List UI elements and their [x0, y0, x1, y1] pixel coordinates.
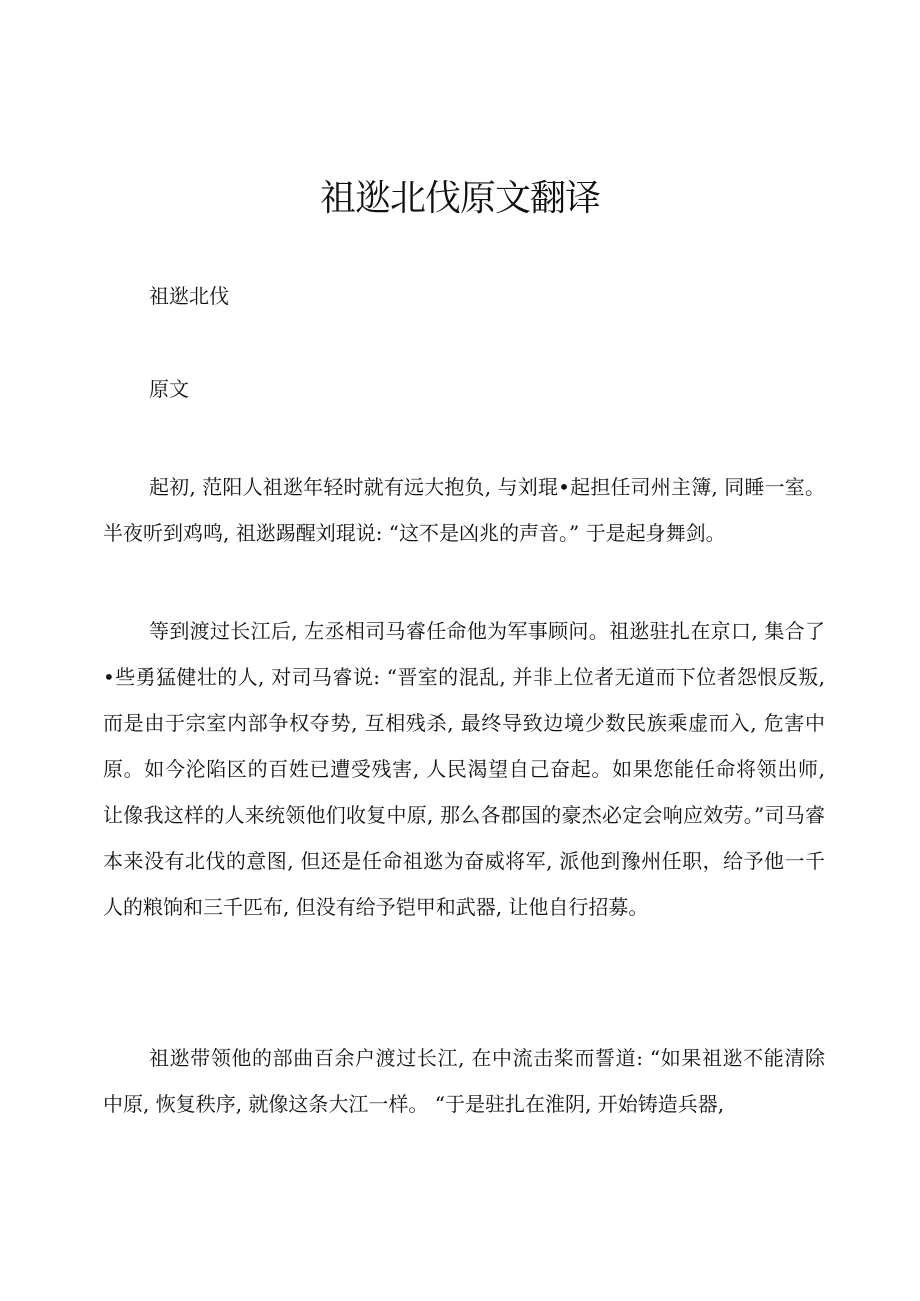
section-label: 原文 — [149, 377, 189, 401]
paragraph-2: 等到渡过长江后, 左丞相司马睿任命他为军事顾问。祖逖驻扎在京口, 集合了•些勇猛健壮的人, 对司马睿说: “晋室的混乱, 并非上位者无道而下位者怨恨反叛, 而是由于宗室内部争权夺势, 互相残杀, 最终导致边境少数民族乘虚而入, 危害中原。如今沦陷区的百姓已遭受残害, 人民渴望自己奋起。如果您能任命将领出师, 让像我这样的人来统领他们收复中原, 那么各郡国的豪杰必定会响应效劳。”司马睿本来没有北伐的意图, 但还是任命祖逖为奋威将军, 派他到豫州任职，给予他一千人的粮饷和三千匹布, 但没有给予铠甲和武器, 让他自行招募。 — [103, 619, 825, 919]
paragraph-3: 祖逖带领他的部曲百余户渡过长江, 在中流击桨而誓道: “如果祖逖不能清除中原, 恢复秩序, 就像这条大江一样。 “于是驻扎在淮阴, 开始铸造兵器, — [103, 1046, 825, 1116]
subtitle: 祖逖北伐 — [149, 284, 229, 308]
paragraph-1: 起初, 范阳人祖逖年轻时就有远大抱负, 与刘琨•起担任司州主簿, 同睡一室。半夜听到鸡鸣, 祖逖踢醒刘琨说: “这不是凶兆的声音。” 于是起身舞剑。 — [103, 475, 825, 545]
document-title: 祖逖北伐原文翻译 — [319, 178, 600, 219]
